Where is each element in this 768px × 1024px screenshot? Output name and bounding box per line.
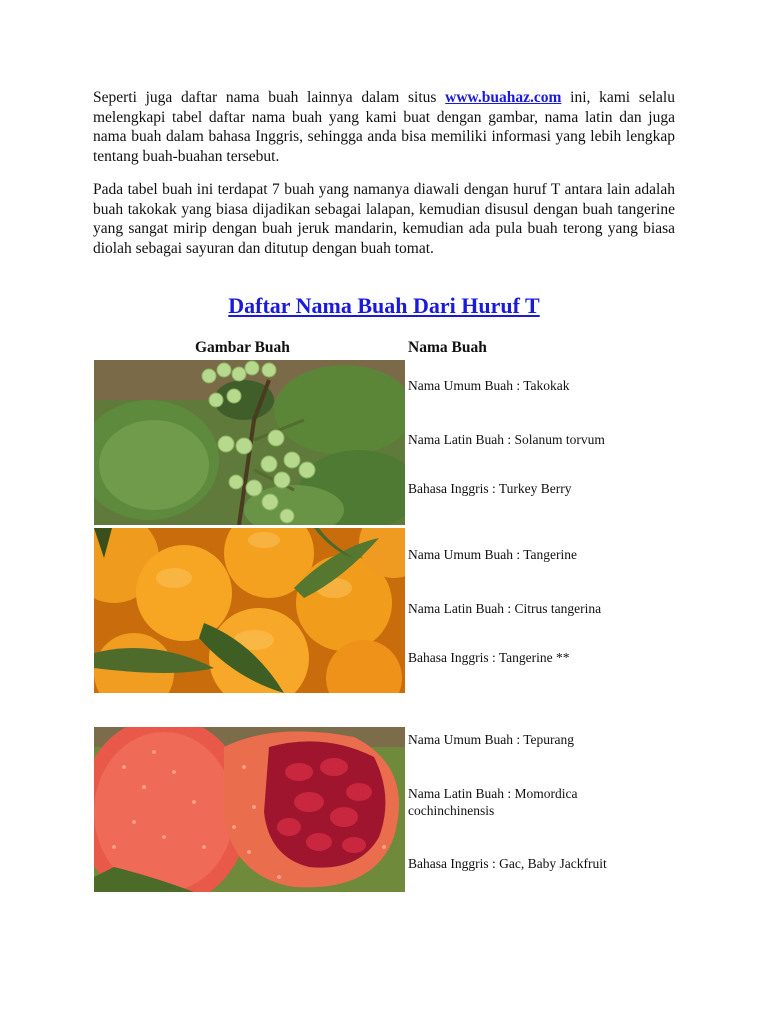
row3-latin-name-line2: cochinchinensis [408,803,495,818]
tepurang-photo [94,727,405,892]
column-header-name: Nama Buah [408,339,487,356]
row1-english-name: Bahasa Inggris : Turkey Berry [408,481,572,496]
row3-english-name: Bahasa Inggris : Gac, Baby Jackfruit [408,856,607,871]
page-heading[interactable]: Daftar Nama Buah Dari Huruf T [228,293,540,318]
intro-text-start: Seperti juga daftar nama buah lainnya dalam situs [93,89,446,106]
intro-paragraph [93,88,675,166]
website-link[interactable]: www.buahaz.com [445,89,562,106]
row2-english-name: Bahasa Inggris : Tangerine ** [408,650,570,665]
tangerine-photo [94,528,405,693]
description-paragraph: Pada tabel buah ini terdapat 7 buah yang namanya diawali dengan huruf T antara lain adalah buah takokak yang biasa dijadikan sebagai lalapan, kemudian disusul dengan buah tangerine yang sangat mirip dengan buah jeruk mandarin, kemudian ada pula buah terong yang biasa diolah sebagai sayuran dan ditutup dengan buah tomat. [93,181,675,257]
row3-latin-name-line1: Nama Latin Buah : Momordica [408,786,578,801]
takokak-photo [94,360,405,525]
row1-latin-name: Nama Latin Buah : Solanum torvum [408,432,605,447]
row2-common-name: Nama Umum Buah : Tangerine [408,547,578,562]
intro-text-end: ini, kami selalu melengkapi tabel daftar nama buah yang kami buat dengan gambar, nama latin dan juga nama buah dalam bahasa Inggris, sehingga anda bisa memiliki informasi yang lebih lengkap tentang buah-buahan tersebut. [93,89,675,165]
row1-common-name: Nama Umum Buah : Takokak [408,378,570,393]
row2-latin-name: Nama Latin Buah : Citrus tangerina [408,601,602,616]
column-header-image: Gambar Buah [195,339,290,356]
row3-common-name: Nama Umum Buah : Tepurang [408,732,575,747]
